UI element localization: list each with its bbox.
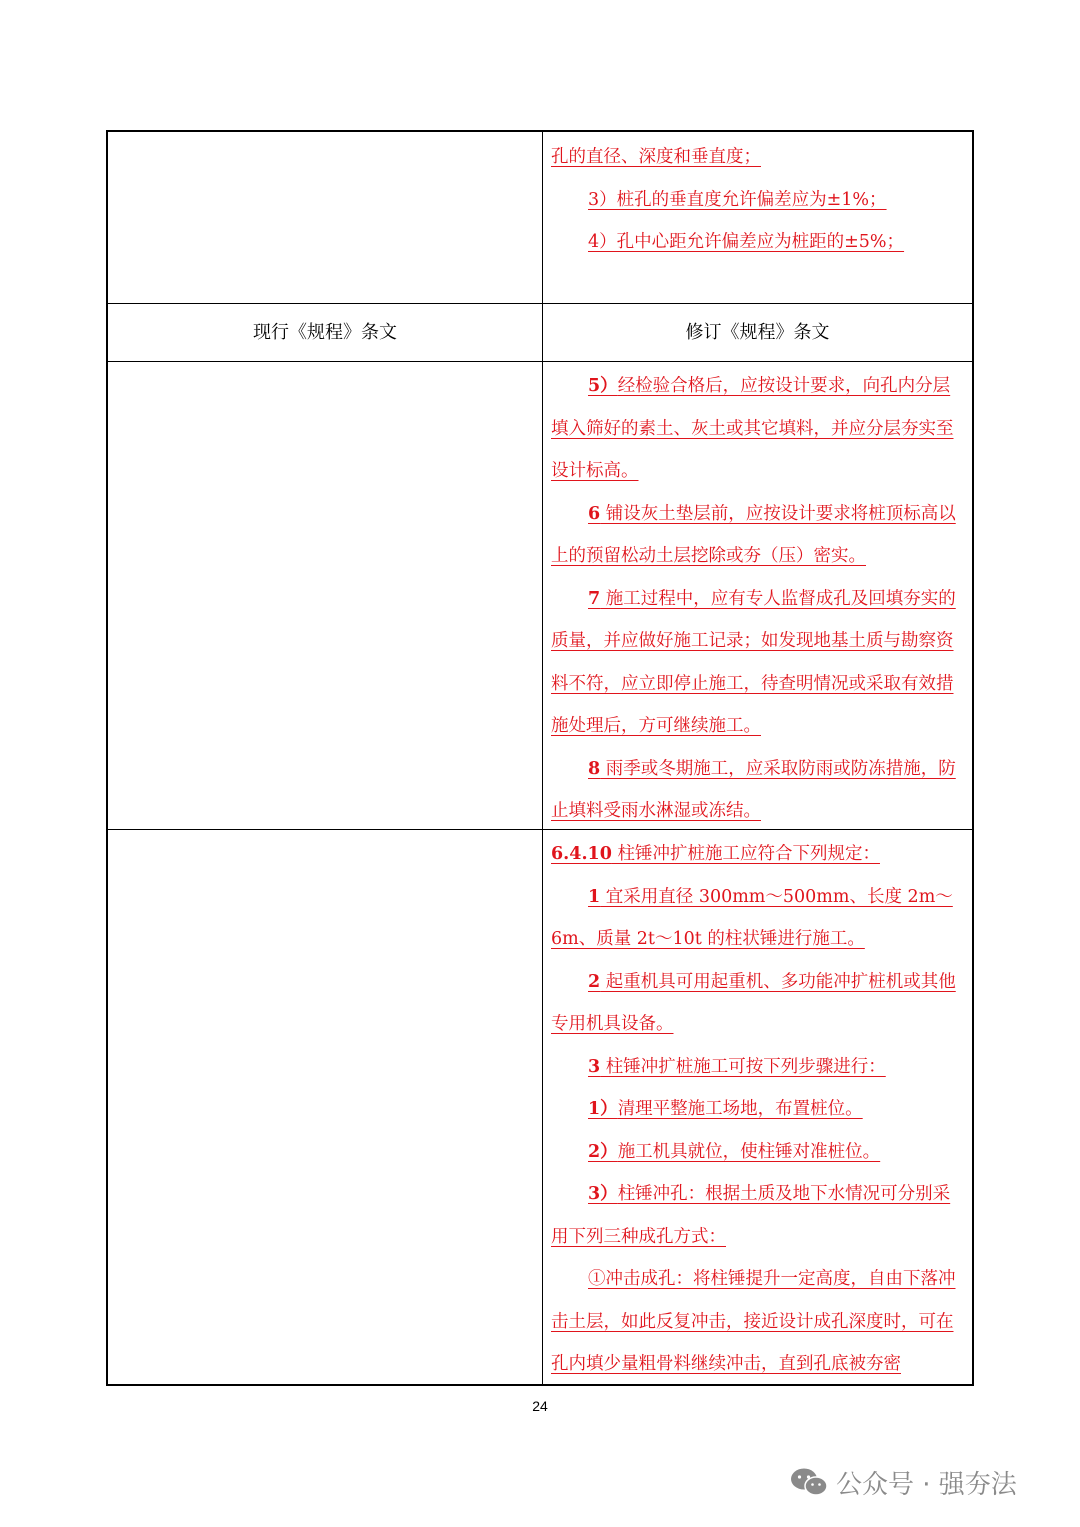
revised-line: 孔的直径、深度和垂直度； [551, 147, 761, 167]
revised-text-block-2 [551, 365, 965, 833]
clause-item: 5）经检验合格后，应按设计要求，向孔内分层填入筛好的素土、灰土或其它填料，并应分层夯实至设计标高。 [551, 376, 954, 481]
clause-item: 2 起重机具可用起重机、多功能冲扩桩机或其他专用机具设备。 [551, 971, 956, 1034]
page-number: 24 [532, 1398, 548, 1414]
revised-line: 3）桩孔的垂直度允许偏差应为±1%； [588, 189, 887, 210]
comparison-table [106, 130, 974, 1386]
clause-heading: 6.4.10 柱锤冲扩桩施工应符合下列规定： [551, 844, 880, 864]
clause-item: 3）柱锤冲孔：根据土质及地下水情况可分别采用下列三种成孔方式： [551, 1184, 951, 1247]
clause-item: 2）施工机具就位，使柱锤对准桩位。 [588, 1141, 881, 1162]
column-header-revised: 修订《规程》条文 [685, 322, 830, 343]
watermark [790, 1464, 1017, 1500]
wechat-icon [790, 1467, 828, 1497]
revised-line: 4）孔中心距允许偏差应为桩距的±5%； [588, 232, 905, 252]
clause-item: 1 宜采用直径 300mm～500mm、长度 2m～6m、质量 2t～10t 的柱状锤进行施工。 [551, 886, 953, 949]
clause-item: 3 柱锤冲扩桩施工可按下列步骤进行： [588, 1056, 886, 1077]
clause-item: 8 雨季或冬期施工，应采取防雨或防冻措施，防止填料受雨水淋湿或冻结。 [551, 758, 956, 821]
row-divider [108, 361, 972, 362]
revised-text-block-3 [551, 833, 965, 1386]
clause-item: 1）清理平整施工场地，布置桩位。 [588, 1099, 863, 1119]
watermark-text: 公众号 · 强夯法 [836, 1469, 1017, 1500]
clause-item: ①冲击成孔：将柱锤提升一定高度，自由下落冲击土层，如此反复冲击，接近设计成孔深度时，可在孔内填少量粗骨料继续冲击，直到孔底被夯密 [551, 1269, 956, 1374]
clause-item: 6 铺设灰土垫层前，应按设计要求将桩顶标高以上的预留松动土层挖除或夯（压）密实。 [551, 503, 956, 566]
clause-item: 7 施工过程中，应有专人监督成孔及回填夯实的质量，并应做好施工记录；如发现地基土质与勘察资料不符，应立即停止施工，待查明情况或采取有效措施处理后，方可继续施工。 [551, 588, 956, 736]
column-header-current: 现行《规程》条文 [253, 322, 397, 343]
revised-text-block-1 [551, 136, 965, 264]
